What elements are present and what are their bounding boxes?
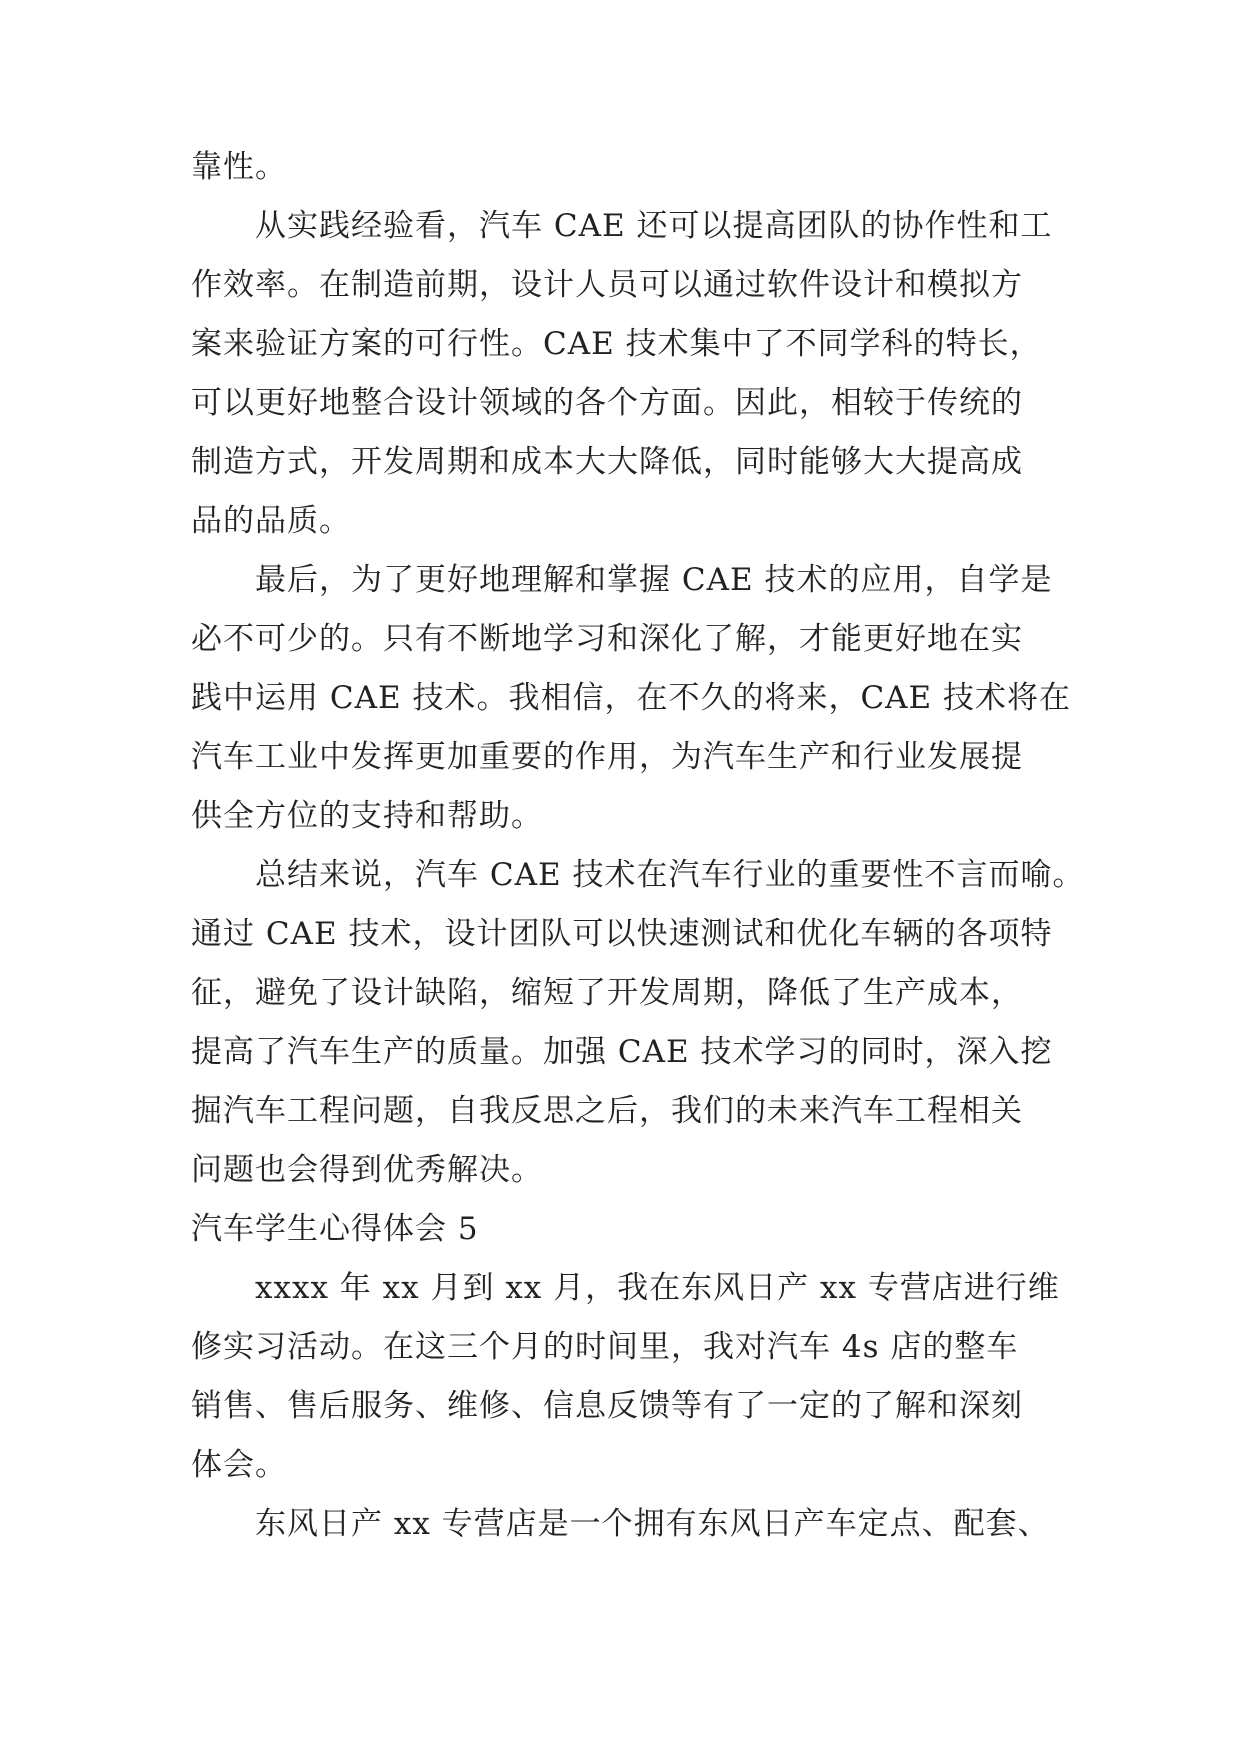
text-line: 制造方式，开发周期和成本大大降低，同时能够大大提高成 [191,444,1023,480]
text-line: 问题也会得到优秀解决。 [191,1152,543,1188]
text-line: 提高了汽车生产的质量。加强 CAE 技术学习的同时，深入挖 [191,1034,1053,1070]
document-body [191,138,1085,1554]
text-line: 征，避免了设计缺陷，缩短了开发周期，降低了生产成本， [191,975,1023,1011]
paragraph-first-line: xxxx 年 xx 月到 xx 月，我在东风日产 xx 专营店进行维 [255,1270,1060,1306]
text-line: 供全方位的支持和帮助。 [191,798,543,834]
text-line: 掘汽车工程问题，自我反思之后，我们的未来汽车工程相关 [191,1093,1023,1129]
text-line: 必不可少的。只有不断地学习和深化了解，才能更好地在实 [191,621,1023,657]
text-line: 践中运用 CAE 技术。我相信，在不久的将来，CAE 技术将在 [191,680,1072,716]
text-line: 汽车工业中发挥更加重要的作用，为汽车生产和行业发展提 [191,739,1023,775]
text-line: 修实习活动。在这三个月的时间里，我对汽车 4s 店的整车 [191,1329,1019,1365]
text-line: 作效率。在制造前期，设计人员可以通过软件设计和模拟方 [191,267,1023,303]
paragraph-first-line: 最后，为了更好地理解和掌握 CAE 技术的应用，自学是 [255,562,1053,598]
text-line: 体会。 [191,1447,287,1483]
paragraph-first-line: 从实践经验看，汽车 CAE 还可以提高团队的协作性和工 [255,208,1053,244]
text-line: 销售、售后服务、维修、信息反馈等有了一定的了解和深刻 [191,1388,1023,1424]
text-line: 案来验证方案的可行性。CAE 技术集中了不同学科的特长， [191,326,1042,362]
text-line: 可以更好地整合设计领域的各个方面。因此，相较于传统的 [191,385,1023,421]
text-line: 靠性。 [191,149,287,185]
paragraph-first-line: 总结来说，汽车 CAE 技术在汽车行业的重要性不言而喻。 [255,857,1085,893]
text-line: 通过 CAE 技术，设计团队可以快速测试和优化车辆的各项特 [191,916,1053,952]
paragraph-first-line: 东风日产 xx 专营店是一个拥有东风日产车定点、配套、 [255,1506,1050,1542]
section-heading: 汽车学生心得体会 5 [191,1211,479,1247]
text-line: 品的品质。 [191,503,351,539]
